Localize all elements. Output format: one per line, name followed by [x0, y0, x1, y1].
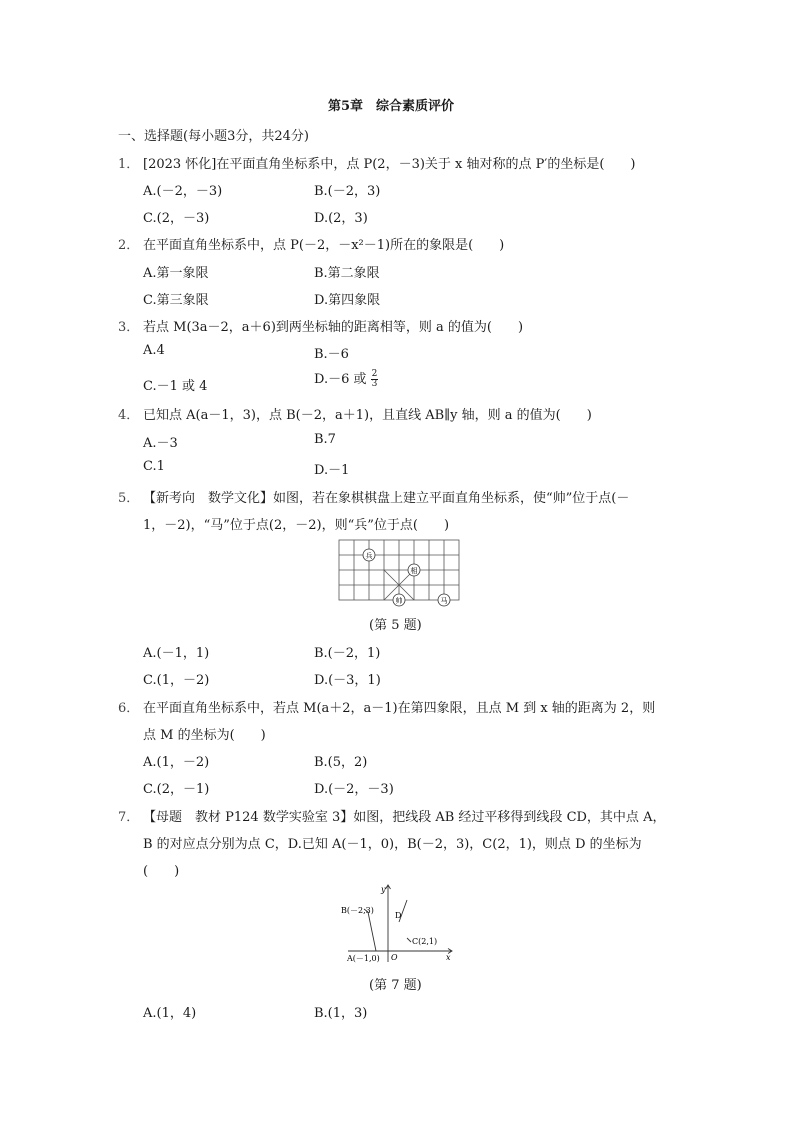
option-c[interactable]: C.第三象限 [143, 293, 209, 308]
option-d[interactable]: D.(2，3) [314, 211, 368, 226]
question-text-line-2: 1，－2)，“马”位于点(2，－2)，则“兵”位于点( ) [143, 518, 450, 533]
question-number: 1． [118, 157, 140, 172]
option-c[interactable]: C.(1，－2) [143, 673, 210, 688]
option-c[interactable]: C.(2，－1) [143, 782, 210, 797]
option-d[interactable]: D.－1 [314, 463, 350, 478]
label-leader-c [407, 938, 411, 942]
chess-board-figure [336, 537, 462, 607]
question-number: 7． [118, 810, 140, 825]
option-b[interactable]: B.(5，2) [314, 755, 368, 770]
question-text: 已知点 A(a－1，3)，点 B(－2，a＋1)，且直线 AB∥y 轴，则 a 的值为( ) [143, 408, 592, 423]
question-text-line-1: 在平面直角坐标系中，若点 M(a＋2，a－1)在第四象限，且点 M 到 x 轴的距离为 2，则 [143, 701, 656, 716]
option-a[interactable]: A.(－1，1) [143, 646, 210, 661]
option-d[interactable] [314, 368, 378, 389]
question-number: 6． [118, 701, 140, 716]
option-b[interactable]: B.(－2，3) [314, 184, 381, 199]
option-d[interactable]: D.(－2，－3) [314, 782, 394, 797]
option-a[interactable]: A.(1，4) [143, 1006, 197, 1021]
page-title: 第5章 综合素质评价 [328, 99, 455, 114]
point-a-label: A(－1,0) [347, 954, 380, 963]
option-d-text: D.－6 或 [314, 372, 367, 387]
point-c-label: C(2,1) [412, 937, 438, 946]
origin-label: O [391, 953, 398, 962]
option-a[interactable]: A.(1，－2) [143, 755, 210, 770]
option-a[interactable]: A.4 [143, 343, 165, 358]
piece-label: 兵 [365, 552, 373, 560]
question-number: 2． [118, 238, 140, 253]
question-number: 4． [118, 408, 140, 423]
question-text-line-1: 【新考向 数学文化】如图，若在象棋棋盘上建立平面直角坐标系，使“帅”位于点(－ [143, 491, 630, 506]
option-c[interactable]: C.(2，－3) [143, 211, 210, 226]
piece-label: 相 [410, 567, 418, 575]
board-grid [339, 540, 459, 600]
question-number: 3． [118, 320, 140, 335]
section-heading: 一、选择题(每小题3分，共24分) [118, 129, 309, 144]
question-text-line-1: 【母题 教材 P124 数学实验室 3】如图，把线段 AB 经过平移得到线段 CD，其中点 A， [143, 810, 666, 825]
figure-caption: (第 5 题) [369, 618, 422, 633]
option-c[interactable]: C.1 [143, 459, 165, 474]
piece-xiang [408, 564, 420, 576]
option-b[interactable]: B.(－2，1) [314, 646, 381, 661]
segment-ab [368, 912, 376, 951]
piece-shuai [393, 594, 405, 606]
fraction [371, 370, 379, 389]
option-b[interactable]: B.(1，3) [314, 1006, 368, 1021]
coordinate-figure [336, 880, 460, 964]
option-d[interactable]: D.(－3，1) [314, 673, 381, 688]
option-b[interactable]: B.7 [314, 432, 336, 447]
question-text-line-2: B 的对应点分别为点 C，D.已知 A(－1，0)，B(－2，3)，C(2，1)，则点 D 的坐标为 [143, 837, 642, 852]
question-text: [2023 怀化]在平面直角坐标系中，点 P(2，－3)关于 x 轴对称的点 P′的坐标是( ) [143, 157, 636, 172]
piece-bing [363, 549, 375, 561]
figure-caption: (第 7 题) [369, 978, 422, 993]
question-text: 在平面直角坐标系中，点 P(－2，－x²－1)所在的象限是( ) [143, 238, 505, 253]
fraction-numerator: 2 [371, 369, 378, 379]
question-number: 5． [118, 491, 140, 506]
option-d[interactable]: D.第四象限 [314, 293, 381, 308]
option-b[interactable]: B.第二象限 [314, 266, 380, 281]
point-d-label: D [395, 911, 402, 920]
option-a[interactable]: A.(－2，－3) [143, 184, 223, 199]
question-text-line-3: ( ) [143, 864, 180, 879]
option-a[interactable]: A.第一象限 [143, 266, 209, 281]
piece-ma [438, 594, 450, 606]
y-axis-label: y [381, 885, 386, 894]
x-axis-label: x [446, 953, 451, 962]
option-c[interactable]: C.－1 或 4 [143, 379, 208, 394]
question-text-line-2: 点 M 的坐标为( ) [143, 728, 266, 743]
piece-label: 马 [440, 597, 448, 605]
piece-label: 帅 [395, 597, 403, 605]
option-b[interactable]: B.－6 [314, 347, 349, 362]
question-text: 若点 M(3a－2，a＋6)到两坐标轴的距离相等，则 a 的值为( ) [143, 320, 524, 335]
option-a[interactable]: A.－3 [143, 436, 178, 451]
fraction-denominator: 3 [371, 379, 378, 389]
point-b-label: B(－2,3) [341, 906, 374, 915]
